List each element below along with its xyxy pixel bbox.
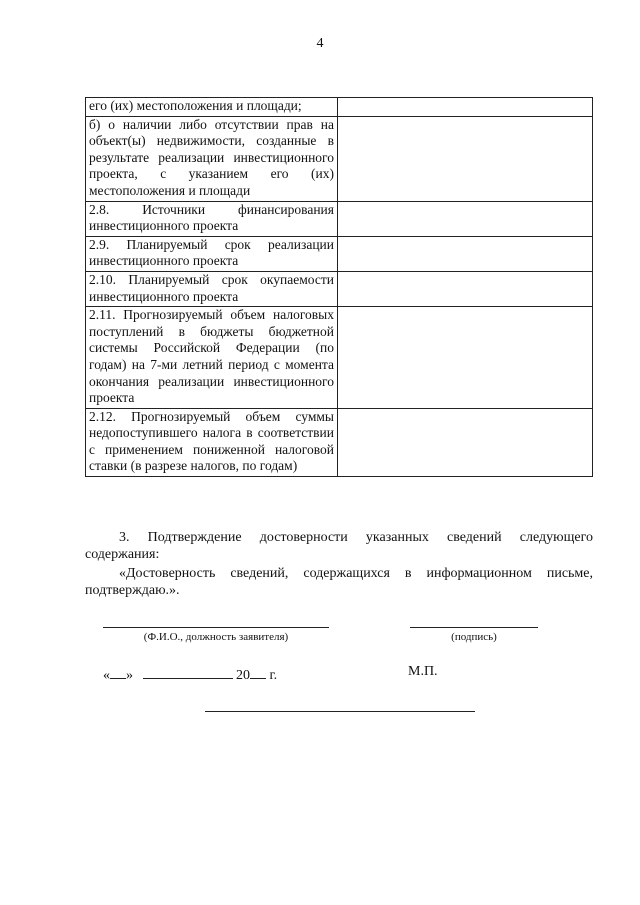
year-prefix: 20 [236,668,250,683]
name-signature-line [103,627,329,628]
date-close-quote: » [126,668,133,683]
row-label: б) о наличии либо отсутствии прав на объект(ы) недвижимости, созданные в результате реализации инвестиционного проекта, с указанием его (их) местоположения и площади [86,116,338,201]
stamp-placeholder: М.П. [408,664,438,679]
row-label: 2.9. Планируемый срок реализации инвестиционного проекта [86,236,338,271]
table-row [86,271,593,306]
table-row [86,307,593,409]
row-value [338,98,593,117]
row-value [338,236,593,271]
row-label: 2.12. Прогнозируемый объем суммы недопоступившего налога в соответствии с применением пониженной налоговой ставки (в разрезе налогов, по годам) [86,408,338,476]
year-blank [250,664,266,679]
bottom-line [205,711,475,712]
row-label: 2.10. Планируемый срок окупаемости инвестиционного проекта [86,271,338,306]
confirmation-quote: «Достоверность сведений, содержащихся в информационном письме, подтверждаю.». [85,566,593,598]
section-3-heading: 3. Подтверждение достоверности указанных сведений следующего содержания: [85,530,593,562]
table-row [86,408,593,476]
name-caption: (Ф.И.О., должность заявителя) [143,631,289,643]
row-label: 2.8. Источники финансирования инвестиционного проекта [86,201,338,236]
information-table [85,97,593,477]
table-row [86,98,593,117]
date-field [103,664,277,684]
row-value [338,408,593,476]
year-suffix: г. [269,668,278,683]
table-row [86,116,593,201]
row-value [338,116,593,201]
signature-caption: (подпись) [451,631,497,643]
table-row [86,201,593,236]
row-value [338,307,593,409]
signature-line [410,627,538,628]
row-value [338,271,593,306]
row-label: его (их) местоположения и площади; [86,98,338,117]
row-value [338,201,593,236]
month-blank [143,664,233,679]
day-blank [110,664,126,679]
row-label: 2.11. Прогнозируемый объем налоговых поступлений в бюджеты бюджетной системы Российской Федерации (по годам) на 7-ми летний период с момента окончания реализации инвестиционного проекта [86,307,338,409]
page-number: 4 [316,36,324,51]
table-row [86,236,593,271]
date-open-quote: « [103,668,110,683]
